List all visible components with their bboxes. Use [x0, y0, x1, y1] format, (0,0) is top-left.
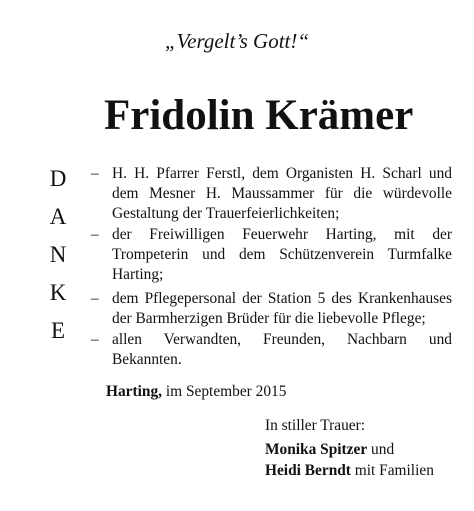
place-town: Harting,: [106, 383, 163, 400]
thanks-item-clergy: [90, 164, 452, 225]
danke-letter-n: N: [49, 242, 67, 267]
thanks-item-relatives: [90, 330, 452, 370]
thanks-item-text: der Freiwilligen Feuerwehr Harting, mit der Trompeterin und dem Schützenverein Turmfalke Harting;: [112, 225, 452, 284]
deceased-name: Fridolin Krämer: [104, 92, 414, 139]
signature-block: [265, 415, 434, 481]
list-dash: –: [91, 165, 99, 182]
thanks-item-fire-brigade: [90, 225, 452, 286]
list-dash: –: [91, 225, 99, 243]
danke-letter-k: K: [49, 280, 67, 305]
motto-heading: „Vergelt’s Gott!“: [164, 29, 310, 53]
thanks-item-text: H. H. Pfarrer Ferstl, dem Organisten H. Scharl und dem Mesner H. Maussammer für die würdevolle Gestaltung der Trauerfeierlichkeiten;: [112, 165, 452, 223]
thanks-list: [90, 164, 452, 370]
mourner-name-2: Heidi Berndt: [265, 462, 351, 479]
place-date: im September 2015: [165, 383, 287, 400]
mourner-name-1: Monika Spitzer: [265, 441, 368, 458]
mourner-suffix-1: und: [371, 441, 395, 458]
mourner-suffix-2: mit Familien: [354, 462, 434, 479]
danke-letter-d: D: [49, 166, 67, 191]
thanks-item-nursing-staff: [90, 289, 452, 329]
danke-vertical-word: [38, 166, 78, 356]
place-and-date: [106, 382, 286, 402]
signature-line-2: [265, 460, 434, 481]
signature-line-1: [265, 439, 434, 460]
signature-caption: In stiller Trauer:: [265, 417, 366, 434]
list-dash: –: [91, 290, 99, 308]
list-dash: –: [91, 330, 99, 348]
danke-letter-a: A: [49, 204, 67, 229]
thanks-item-text: allen Verwandten, Freunden, Nachbarn und Bekannten.: [112, 330, 452, 368]
danke-letter-e: E: [50, 318, 66, 343]
thanks-item-text: dem Pflegepersonal der Station 5 des Krankenhauses der Barmherzigen Brüder für die liebevolle Pflege;: [112, 290, 452, 328]
